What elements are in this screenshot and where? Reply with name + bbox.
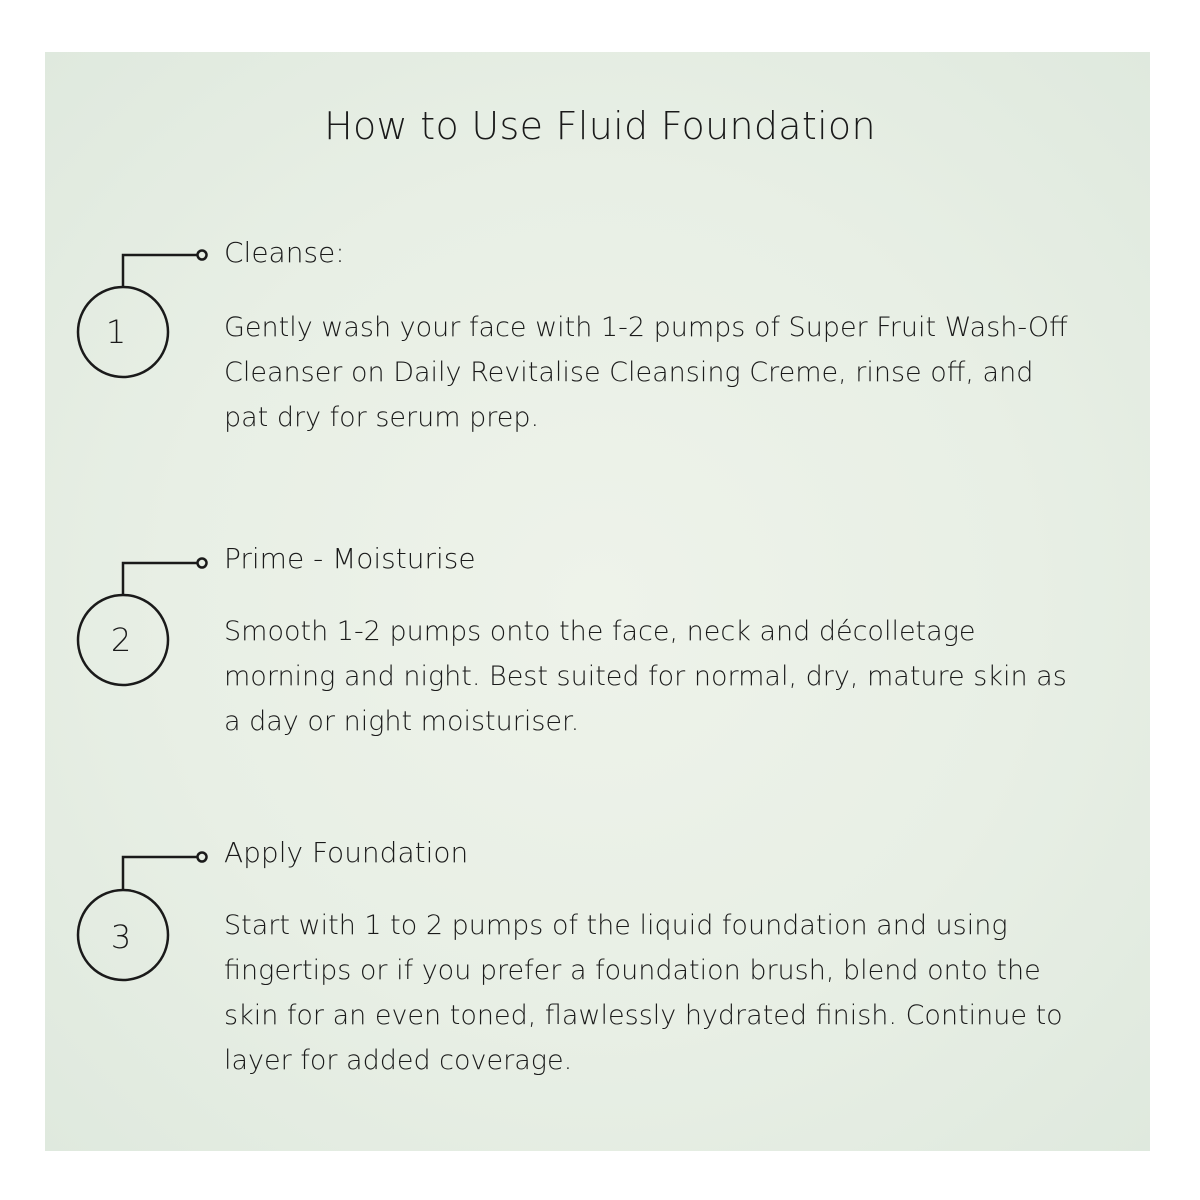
step-description: Gently wash your face with 1-2 pumps of Super Fruit Wash-Off Cleanser on Daily Revitalise Cleansing Creme, rinse off, and pat dry for serum prep.: [224, 312, 1068, 433]
step-description: Smooth 1-2 pumps onto the face, neck and décolletage morning and night. Best suited for normal, dry, mature skin as a day or night moisturiser.: [224, 616, 1067, 737]
step-heading: Apply Foundation: [224, 836, 469, 869]
step-description: Start with 1 to 2 pumps of the liquid foundation and using fingertips or if you prefer a foundation brush, blend onto the skin for an even toned, flawlessly hydrated finish. Continue to layer for added coverage.: [224, 910, 1063, 1076]
step-number: 1: [105, 313, 127, 351]
step-heading: Cleanse:: [224, 236, 345, 269]
step-heading: Prime - Moisturise: [224, 542, 476, 575]
step-number: 2: [110, 621, 132, 659]
page-title: How to Use Fluid Foundation: [324, 104, 876, 148]
step-number: 3: [110, 918, 132, 956]
